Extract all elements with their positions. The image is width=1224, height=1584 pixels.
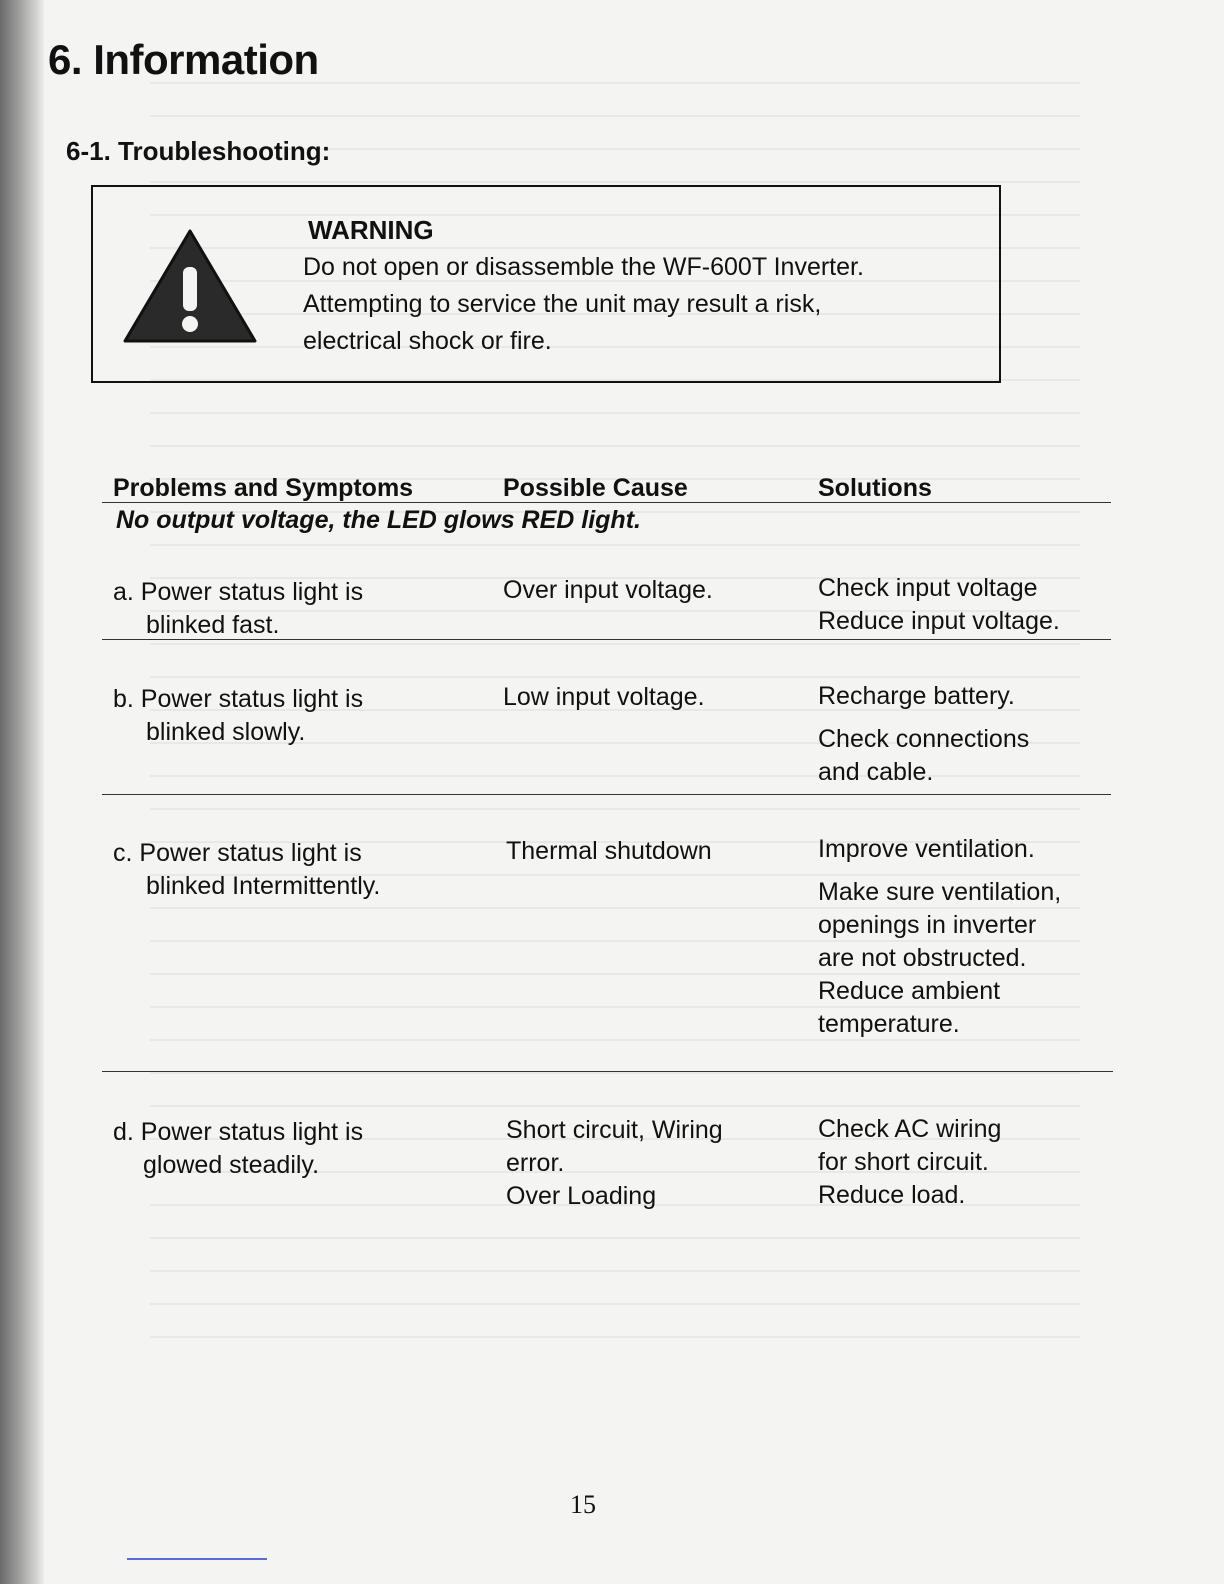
book-spine-shadow (0, 0, 44, 1584)
solution-line: Check connections (818, 725, 1030, 753)
row-d-problem (113, 1116, 363, 1182)
row-b-solutions (818, 680, 1029, 789)
solution-line: temperature. (818, 1010, 960, 1038)
problem-line: a. Power status light is (113, 578, 364, 606)
solution-line: openings in inverter (818, 911, 1037, 939)
warning-line: electrical shock or fire. (303, 327, 552, 355)
row-d-cause (506, 1114, 723, 1213)
solution-line: Check AC wiring (818, 1115, 1002, 1143)
solution-line: are not obstructed. (818, 944, 1027, 972)
bottom-mark (127, 1558, 267, 1560)
row-a-problem (113, 576, 363, 642)
row-c-problem (113, 837, 380, 903)
problem-line: c. Power status light is (113, 839, 362, 867)
header-solutions: Solutions (818, 474, 932, 502)
row-c-solutions (818, 833, 1061, 1041)
row-d-solutions (818, 1113, 1001, 1212)
header-cause: Possible Cause (503, 474, 688, 502)
row-a-cause: Over input voltage. (503, 576, 713, 604)
problem-line: blinked slowly. (146, 718, 306, 746)
warning-text (303, 249, 983, 360)
solution-line: Recharge battery. (818, 682, 1015, 710)
problem-line: b. Power status light is (113, 685, 364, 713)
warning-triangle-icon (121, 227, 259, 345)
row-rule (102, 1071, 1113, 1072)
solution-line: and cable. (818, 758, 934, 786)
problem-line: blinked fast. (146, 611, 280, 639)
cause-line: Over Loading (506, 1182, 657, 1210)
page-title: 6. Information (48, 36, 319, 83)
warning-line: Do not open or disassemble the WF-600T Inverter. (303, 253, 864, 281)
problem-line: d. Power status light is (113, 1118, 364, 1146)
solution-line: Reduce ambient (818, 977, 1001, 1005)
cause-line: Short circuit, Wiring (506, 1116, 723, 1144)
header-rule (102, 502, 1111, 503)
warning-title: WARNING (308, 215, 434, 245)
solution-line: Improve ventilation. (818, 835, 1035, 863)
warning-line: Attempting to service the unit may result a risk, (303, 290, 822, 318)
problem-line: glowed steadily. (143, 1151, 320, 1179)
page-number: 15 (570, 1490, 596, 1519)
solution-line: Reduce load. (818, 1181, 966, 1209)
problem-line: blinked Intermittently. (146, 872, 381, 900)
row-rule (102, 794, 1111, 795)
solution-line: for short circuit. (818, 1148, 989, 1176)
header-problems: Problems and Symptoms (113, 474, 414, 502)
warning-box (91, 185, 1001, 383)
solution-line: Make sure ventilation, (818, 878, 1062, 906)
section-title: 6-1. Troubleshooting: (66, 136, 331, 166)
row-c-cause: Thermal shutdown (506, 837, 712, 865)
table-subheader: No output voltage, the LED glows RED light. (116, 506, 641, 534)
row-rule (102, 639, 1111, 640)
solution-line: Reduce input voltage. (818, 607, 1060, 635)
row-b-cause: Low input voltage. (503, 683, 705, 711)
solution-line: Check input voltage (818, 574, 1038, 602)
cause-line: error. (506, 1149, 565, 1177)
row-b-problem (113, 683, 363, 749)
row-a-solutions (818, 572, 1060, 638)
